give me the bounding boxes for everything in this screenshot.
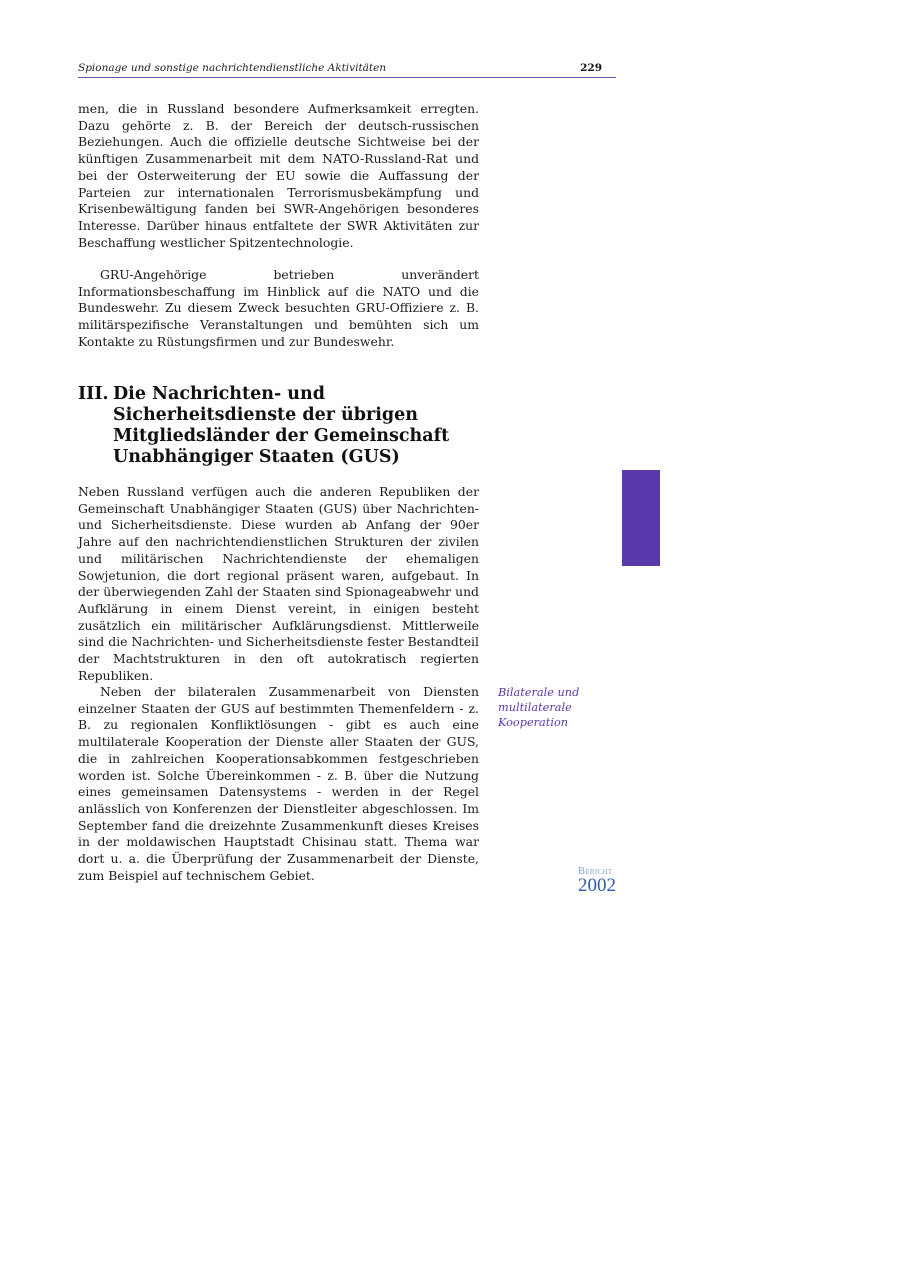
paragraph-text: men, die in Russland besondere Aufmerksamkeit erregten. Dazu gehörte z. B. der Bereich der deutsch-russischen Beziehungen. Auch die offizielle deutsche Sichtweise bei der künftigen Zusammenarbeit mit dem NATO-Russland-Rat und bei der Osterweiterung der EU sowie die Auffassung der Parteien zur internationalen Terrorismusbekämpfung und Krisenbewältigung fanden bei SWR-Angehörigen besonderes Interesse. Darüber hinaus entfaltete der SWR Aktivitäten zur Beschaffung westlicher Spitzentechnologie.: [78, 101, 479, 250]
paragraph-text: Neben der bilateralen Zusammenarbeit von Diensten einzelner Staaten der GUS auf bestimmten Themenfeldern - z. B. zu regionalen Konfliktlösungen - gibt es auch eine multilaterale Kooperation der Dienste aller Staaten der GUS, die in zahlreichen Kooperationsabkommen festgeschrieben worden ist. Solche Übereinkommen - z. B. über die Nutzung eines gemeinsamen Datensystems - werden in der Regel anlässlich von Konferenzen der Dienstleiter abgeschlossen. Im September fand die dreizehnte Zusammenkunft dieses Kreises in der moldawischen Hauptstadt Chisinau statt. Thema war dort u. a. die Überprüfung der Zusammenarbeit der Dienste, zum Beispiel auf technischem Gebiet.: [78, 684, 479, 883]
paragraph-2: [78, 267, 479, 351]
paragraph-4: [78, 684, 479, 884]
paragraph-text: GRU-Angehörige betrieben unverändert Informationsbeschaffung im Hinblick auf die NATO und die Bundeswehr. Zu diesem Zweck besuchten GRU-Offiziere z. B. militärspezifische Veranstaltungen und bemühten sich um Kontakte zu Rüstungsfirmen und zur Bundeswehr.: [78, 267, 479, 349]
running-title: Spionage und sonstige nachrichtendienstliche Aktivitäten: [78, 62, 387, 74]
paragraph-text: Neben Russland verfügen auch die anderen Republiken der Gemeinschaft Unabhängiger Staaten (GUS) über Nachrichten- und Sicherheitsdienste. Diese wurden ab Anfang der 90er Jahre auf den nachrichtendienstlichen Strukturen der zivilen und militärischen Nachrichtendienste der ehemaligen Sowjetunion, die dort regional präsent waren, aufgebaut. In der überwiegenden Zahl der Staaten sind Spionageabwehr und Aufklärung in einem Dienst vereint, in einigen besteht zusätzlich ein militärischer Aufklärungsdienst. Mittlerweile sind die Nachrichten- und Sicherheitsdienste fester Bestandteil der Machtstrukturen in den oft autokratisch regierten Republiken.: [78, 484, 479, 683]
paragraph-1: [78, 101, 479, 251]
margin-note: Bilaterale und multilaterale Kooperation: [498, 686, 580, 729]
logo-word: Bericht: [578, 866, 613, 877]
running-header: [78, 62, 616, 78]
logo-year: 2002: [578, 875, 616, 896]
chapter-marker-bar: [622, 470, 660, 566]
section-number: III.: [78, 384, 109, 404]
paragraph-3: [78, 484, 479, 684]
page-number: 229: [580, 62, 602, 74]
bericht-logo: [578, 866, 638, 895]
section-title: Die Nachrichten- und Sicherheitsdienste der übrigen Mitgliedsländer der Gemeinschaft Unabhängiger Staaten (GUS): [113, 384, 450, 467]
